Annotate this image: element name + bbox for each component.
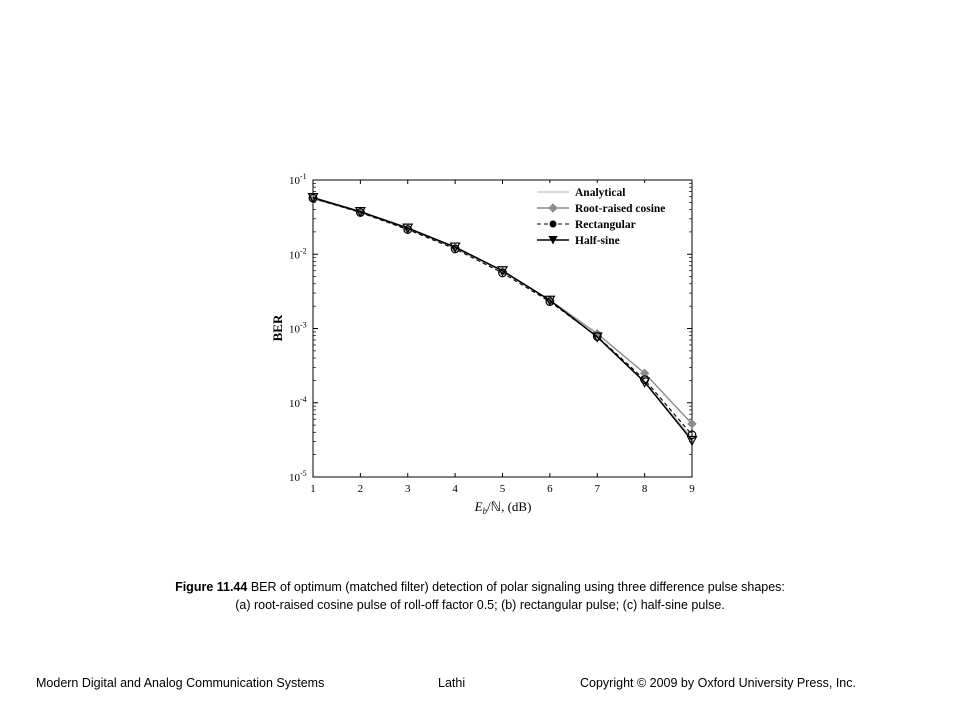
x-tick-label-9: 9: [689, 483, 695, 495]
x-axis-label-main: E: [474, 499, 483, 514]
footer-author: Lathi: [438, 676, 466, 690]
figure-caption: [0, 578, 960, 614]
x-tick-label-7: 7: [594, 483, 600, 495]
x-tick-label-1: 1: [310, 483, 316, 495]
y-tick-label--3: $10^{-3}$: [289, 320, 307, 336]
caption-line-2: (a) root-raised cosine pulse of roll-off factor 0.5; (b) rectangular pulse; (c) half-sine pulse.: [235, 598, 725, 612]
x-tick-label-2: 2: [357, 483, 364, 495]
legend-label-1: Root-raised cosine: [575, 203, 666, 215]
x-tick-label-6: 6: [547, 483, 553, 495]
x-tick-label-8: 8: [641, 483, 648, 495]
caption-text-1: BER of optimum (matched filter) detection of polar signaling using three difference pulse shapes:: [247, 580, 785, 594]
footer-book-title: Modern Digital and Analog Communication Systems: [36, 676, 325, 690]
y-tick-label--5: $10^{-5}$: [289, 469, 307, 484]
y-tick-label--2: $10^{-2}$: [289, 246, 307, 262]
caption-line-1: [0, 578, 960, 596]
x-tick-label-4: 4: [452, 483, 458, 495]
x-tick-label-5: 5: [499, 483, 506, 495]
legend-label-2: Rectangular: [575, 219, 636, 231]
x-axis-label-rest: /ℕ, (dB): [487, 499, 532, 514]
x-axis-label: [474, 499, 532, 516]
x-tick-label-3: 3: [405, 483, 411, 495]
y-tick-label--1: $10^{-1}$: [289, 172, 307, 187]
legend-label-3: Half-sine: [575, 235, 620, 247]
caption-label: Figure 11.44: [175, 580, 248, 594]
y-axis-label: BER: [270, 314, 285, 342]
footer-copyright: Copyright © 2009 by Oxford University Press, Inc.: [580, 676, 856, 690]
x-axis-label-sub: b: [482, 506, 488, 516]
legend-marker-2: [550, 221, 557, 228]
legend-label-0: Analytical: [575, 187, 626, 199]
legend: [532, 183, 689, 247]
y-tick-label--4: $10^{-4}$: [289, 394, 307, 410]
